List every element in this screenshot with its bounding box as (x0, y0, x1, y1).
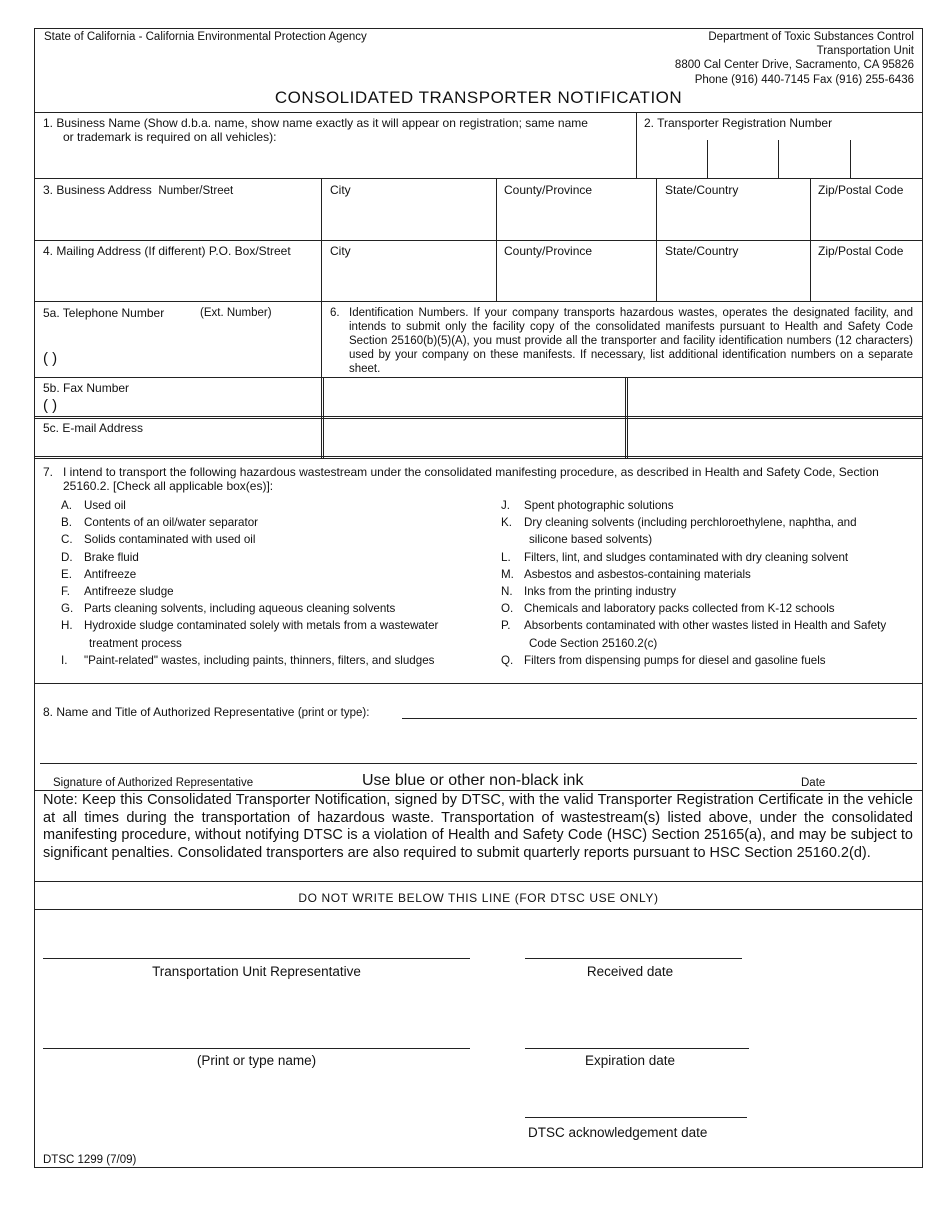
mailing-county-label: County/Province (504, 244, 593, 258)
dept-name: Department of Toxic Substances Control (708, 31, 914, 43)
wastestream-letter: A. (61, 499, 72, 512)
reg-number-label: 2. Transporter Registration Number (644, 116, 833, 130)
section7-intro: I intend to transport the following hazardous wastestream under the consolidated manifesting procedure, as described in Health and Safety Code, Section 25160.2. [Check all applicable box(es)]: (63, 465, 879, 493)
wastestream-text: Contents of an oil/water separator (84, 516, 259, 530)
expiration-date-line[interactable] (525, 1048, 749, 1049)
rule (34, 416, 923, 417)
received-date-line[interactable] (525, 958, 742, 959)
wastestream-text: Brake fluid (84, 550, 139, 564)
dept-phone: Phone (916) 440-7145 Fax (916) 255-6436 (694, 74, 914, 86)
wastestream-text: silicone based solvents) (529, 533, 653, 547)
wastestream-letter: E. (61, 567, 72, 581)
form-title: CONSOLIDATED TRANSPORTER NOTIFICATION (274, 88, 683, 107)
wastestream-item (501, 600, 921, 617)
wastestream-text: Inks from the printing industry (524, 585, 677, 599)
wastestream-item (501, 549, 921, 566)
wastestream-item (61, 497, 491, 514)
reg-number-box-divider (707, 140, 708, 179)
rule (636, 112, 637, 179)
wastestream-text: "Paint-related" wastes, including paints, thinners, filters, and sludges (84, 653, 435, 667)
wastestream-text: Used oil (84, 499, 126, 512)
wastestream-text: Antifreeze sludge (84, 585, 174, 599)
city-label: City (330, 183, 351, 197)
rule (34, 418, 923, 419)
wastestream-letter: H. (61, 619, 73, 633)
wastestream-list-right (501, 497, 921, 669)
wastestream-letter: J. (501, 499, 511, 512)
business-address-text: 3. Business Address (43, 183, 152, 197)
wastestream-letter: L. (501, 550, 511, 564)
email-label: 5c. E-mail Address (43, 421, 144, 435)
wastestream-letter: N. (501, 585, 513, 599)
zip-label: Zip/Postal Code (818, 183, 904, 197)
wastestream-letter: D. (61, 550, 73, 564)
business-name-label-cont: or trademark is required on all vehicles): (63, 130, 277, 144)
frame-bottom (34, 1167, 923, 1168)
frame-top (34, 28, 923, 29)
wastestream-letter: B. (61, 516, 72, 530)
rule (34, 301, 923, 302)
received-date-label: Received date (586, 964, 674, 979)
wastestream-item (501, 566, 921, 583)
wastestream-item (61, 652, 491, 669)
county-label: County/Province (504, 183, 593, 197)
wastestream-item (61, 617, 491, 634)
rule (34, 683, 923, 684)
wastestream-letter: O. (501, 602, 514, 616)
wastestream-item (61, 531, 491, 548)
wastestream-letter: F. (61, 585, 71, 599)
wastestream-item (61, 600, 491, 617)
wastestream-item (501, 514, 921, 531)
wastestream-text: Parts cleaning solvents, including aqueous cleaning solvents (84, 602, 396, 616)
signature-line[interactable] (40, 763, 917, 764)
wastestream-item (501, 635, 921, 652)
business-address-label (43, 183, 233, 198)
wastestream-text: Solids contaminated with used oil (84, 533, 256, 547)
authorized-rep-hint: (print or type): (297, 707, 370, 719)
ack-date-label: DTSC acknowledgement date (528, 1125, 708, 1140)
state-label: State/Country (665, 183, 739, 197)
reg-number-box-divider (778, 140, 779, 179)
mailing-address-label: 4. Mailing Address (If different) P.O. Box/Street (43, 244, 291, 258)
dept-address: 8800 Cal Center Drive, Sacramento, CA 95826 (674, 59, 914, 71)
wastestream-text: Filters from dispensing pumps for diesel and gasoline fuels (524, 653, 826, 667)
wastestream-item (61, 514, 491, 531)
wastestream-item (501, 652, 921, 669)
wastestream-text: Code Section 25160.2(c) (529, 636, 658, 650)
wastestream-item (501, 617, 921, 634)
wastestream-item (61, 566, 491, 583)
wastestream-letter: M. (501, 567, 514, 581)
rep-signature-line[interactable] (43, 958, 470, 959)
mailing-state-label: State/Country (665, 244, 739, 258)
note-text: Note: Keep this Consolidated Transporter Notification, signed by DTSC, with the valid Transporter Registration Certificate in the vehicle at all times during the transportation of hazardous waste. Transportation of wastestream(s) listed above, under the consolidated manifesting procedure, without notifying DTSC is a violation of Health and Safety Code (HSC) Section 25165(a), and may be subject to significant penalties. Consolidated transporters are also required to submit quarterly reports pursuant to HSC Section 25160.2(d). (43, 792, 913, 861)
wastestream-item (501, 531, 921, 548)
ext-number-label: (Ext. Number) (200, 307, 272, 319)
rule (34, 178, 923, 179)
wastestream-item (501, 583, 921, 600)
rule (34, 909, 923, 910)
reg-number-box-divider (850, 140, 851, 179)
wastestream-item (61, 583, 491, 600)
business-name-label: 1. Business Name (Show d.b.a. name, show name exactly as it will appear on registration; same name (43, 116, 588, 130)
expiration-date-label: Expiration date (584, 1053, 676, 1068)
mailing-zip-label: Zip/Postal Code (818, 244, 904, 258)
wastestream-text: Chemicals and laboratory packs collected from K-12 schools (524, 602, 835, 616)
rule (34, 456, 923, 457)
wastestream-text: Hydroxide sludge contaminated solely with metals from a wastewater (84, 619, 439, 633)
unit-name: Transportation Unit (816, 45, 914, 57)
rule (321, 301, 322, 458)
rule (34, 112, 923, 113)
wastestream-letter: I. (61, 653, 68, 667)
wastestream-text: Absorbents contaminated with other wastes listed in Health and Safety (524, 619, 887, 633)
ink-instruction: Use blue or other non-black ink (362, 772, 584, 789)
signature-label: Signature of Authorized Representative (53, 777, 254, 789)
fax-area-code: ( ) (43, 397, 58, 414)
date-label: Date (801, 777, 826, 789)
wastestream-letter: C. (61, 533, 73, 547)
rule (34, 790, 923, 791)
fax-label: 5b. Fax Number (43, 381, 130, 395)
id-numbers-text: Identification Numbers. If your company transports hazardous wastes, operates the designated facility, and intends to submit only the facility copy of the consolidated manifests pursuant to Health and Safety Code Section 25160(b)(5)(A), you must provide all the transporter and facility identification numbers (12 characters) used by your company on these manifests. If necessary, list additional identification numbers on a separate sheet. (349, 307, 913, 375)
wastestream-list-left (61, 497, 491, 669)
wastestream-letter: P. (501, 619, 511, 633)
id-numbers-num: 6. (330, 307, 340, 319)
wastestream-text: Asbestos and asbestos-containing materials (524, 567, 751, 581)
rule (34, 377, 923, 378)
authorized-rep-line[interactable] (402, 718, 917, 719)
wastestream-letter: K. (501, 516, 512, 530)
ack-date-line[interactable] (525, 1117, 747, 1118)
wastestream-text: Dry cleaning solvents (including perchloroethylene, naphtha, and (524, 516, 857, 530)
rule (34, 240, 923, 241)
number-street-hint: Number/Street (158, 185, 234, 197)
mailing-city-label: City (330, 244, 351, 258)
office-use-banner: DO NOT WRITE BELOW THIS LINE (FOR DTSC USE ONLY) (298, 891, 659, 905)
frame-right (922, 28, 923, 1168)
print-name-label: (Print or type name) (196, 1053, 317, 1068)
rule (34, 458, 923, 459)
telephone-area-code: ( ) (43, 350, 58, 367)
wastestream-item (501, 497, 921, 514)
authorized-rep-text: 8. Name and Title of Authorized Representative (43, 705, 295, 719)
rep-label: Transportation Unit Representative (152, 964, 361, 979)
wastestream-text: Spent photographic solutions (524, 499, 674, 512)
form-id: DTSC 1299 (7/09) (43, 1154, 137, 1166)
wastestream-text: Filters, lint, and sludges contaminated with dry cleaning solvent (524, 550, 849, 564)
wastestream-letter: Q. (501, 653, 514, 667)
section7-num: 7. (43, 465, 54, 479)
frame-left (34, 28, 35, 1168)
rule (34, 881, 923, 882)
wastestream-text: Antifreeze (84, 567, 137, 581)
agency-name: State of California - California Environmental Protection Agency (44, 31, 367, 43)
authorized-rep-label (43, 705, 369, 720)
wastestream-item (61, 549, 491, 566)
wastestream-item (61, 635, 491, 652)
telephone-label: 5a. Telephone Number (43, 306, 165, 320)
wastestream-letter: G. (61, 602, 74, 616)
wastestream-text: treatment process (89, 636, 182, 650)
print-name-line[interactable] (43, 1048, 470, 1049)
